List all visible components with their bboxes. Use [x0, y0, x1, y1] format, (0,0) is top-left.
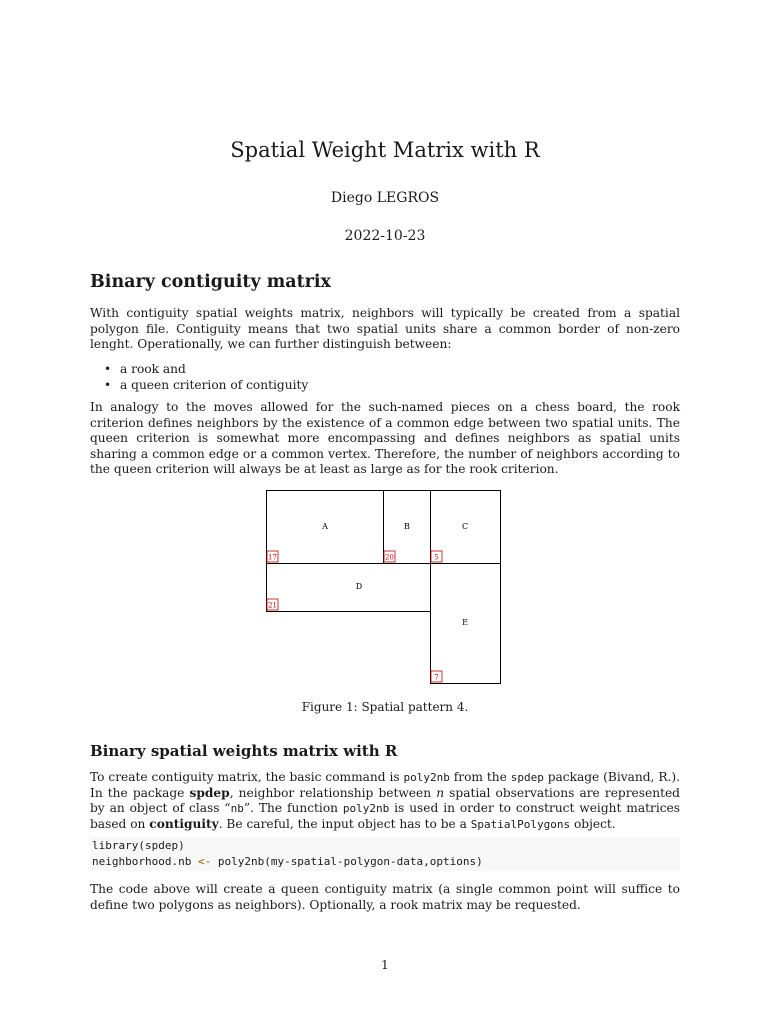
- text-run: spatial observations are represented by an object of class “: [90, 785, 680, 815]
- assign-operator: <-: [197, 855, 212, 868]
- code-token: poly2nb(my-spatial-polygon-data,options): [211, 855, 483, 868]
- region-label-b: B: [404, 522, 410, 531]
- region-label-e: E: [462, 618, 468, 627]
- region-id-d: 21: [268, 601, 277, 610]
- section-heading-binary-contiguity: Binary contiguity matrix: [90, 272, 331, 292]
- text-run: . Be careful, the input object has to be a: [218, 816, 471, 831]
- list-item: • a queen criterion of contiguity: [104, 377, 308, 393]
- figure-caption: Figure 1: Spatial pattern 4.: [301, 700, 469, 714]
- paper-author: Diego LEGROS: [330, 190, 440, 206]
- paragraph-rook-queen: In analogy to the moves allowed for the such-named pieces on a chess board, the rook criterion defines neighbors by the existence of a common edge between two spatial units. The queen criterion is somewhat more encompassing and defines neighbors as spatial units sharing a common edge or a common vertex. Therefore, the number of neighbors according to the queen criterion will always be at least as large as for the rook criterion.: [90, 400, 680, 476]
- region-id-b: 20: [385, 553, 394, 562]
- inline-code: poly2nb: [342, 802, 390, 815]
- paper-date: 2022-10-23: [344, 228, 426, 244]
- text-run: ”. The function: [243, 801, 343, 815]
- subsection-heading-weights-r: Binary spatial weights matrix with R: [90, 742, 398, 760]
- code-token: neighborhood.nb: [92, 855, 198, 868]
- inline-code: spdep: [510, 771, 544, 784]
- criteria-list: [104, 361, 308, 393]
- region-label-a: A: [322, 522, 328, 531]
- region-id-c: 5: [434, 553, 439, 562]
- region-label-c: C: [461, 522, 469, 531]
- region-id-e: 7: [434, 673, 439, 682]
- inline-code: nb: [230, 802, 244, 815]
- text-run: To create contiguity matrix, the basic command is: [90, 770, 404, 784]
- inline-code: poly2nb: [403, 771, 450, 784]
- math-italic: n: [436, 785, 445, 800]
- spatial-pattern-figure: [266, 490, 502, 686]
- paper-title: Spatial Weight Matrix with R: [230, 138, 540, 162]
- code-line-2: [92, 855, 483, 868]
- text-run: package (Bivand, R.). In the package: [90, 770, 680, 800]
- region-d-outline: [267, 564, 431, 612]
- region-id-a: 17: [268, 553, 277, 562]
- text-run: , neighbor relationship between: [229, 785, 437, 800]
- code-line-1: library(spdep): [92, 839, 185, 852]
- bold-text: contiguity: [149, 816, 219, 831]
- paper-page: [90, 0, 680, 1024]
- paragraph-contiguity-intro: With contiguity spatial weights matrix, neighbors will typically be created from a spatial polygon file. Contiguity means that two spatial units share a common border of non-zero lenght. Operationally, we can further distinguish between:: [90, 306, 680, 351]
- spatial-pattern-diagram: [266, 490, 502, 686]
- bold-text: spdep: [189, 785, 230, 800]
- region-label-d: D: [355, 582, 363, 591]
- text-run: is used in order to construct weight matrices based on: [90, 801, 681, 831]
- paragraph-queen-matrix: The code above will create a queen contiguity matrix (a single common point will suffice to define two polygons as neighbors). Optionally, a rook matrix may be requested.: [90, 882, 680, 912]
- list-item: • a rook and: [104, 361, 308, 377]
- text-run: from the: [449, 770, 511, 784]
- inline-code: SpatialPolygons: [470, 817, 571, 831]
- code-block: [90, 837, 680, 871]
- page-number: 1: [381, 958, 389, 972]
- text-run: object.: [570, 816, 616, 831]
- paragraph-poly2nb: [90, 770, 680, 832]
